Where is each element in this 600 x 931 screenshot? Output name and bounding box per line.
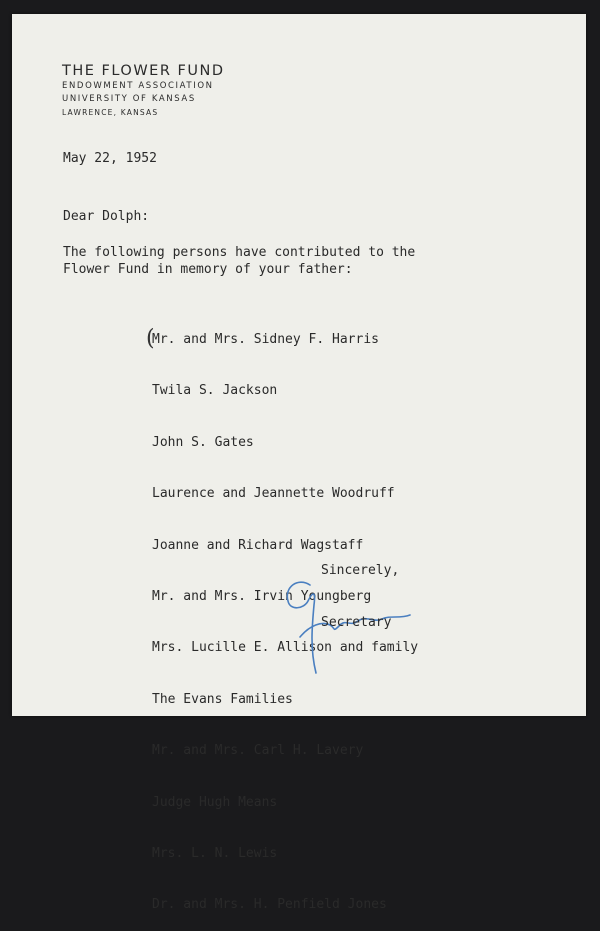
signer-title: Secretary — [321, 615, 392, 630]
letter-date: May 22, 1952 — [63, 151, 157, 166]
donor-item: Mr. and Mrs. Irvin Youngberg — [152, 588, 372, 604]
letterhead-line-2: UNIVERSITY OF KANSAS — [62, 94, 196, 104]
intro-line-2: Flower Fund in memory of your father: — [63, 262, 353, 277]
salutation: Dear Dolph: — [63, 209, 150, 224]
donor-item: Mr. and Mrs. Sidney F. Harris — [152, 332, 379, 347]
donor-item: Twila S. Jackson — [152, 383, 278, 399]
donor-item: Mrs. L. N. Lewis — [152, 845, 278, 861]
handwritten-bracket: ( — [146, 326, 155, 351]
donor-item: Mr. and Mrs. Carl H. Lavery — [152, 743, 364, 759]
donor-item: Laurence and Jeannette Woodruff — [152, 486, 395, 502]
donor-item: Joanne and Richard Wagstaff — [152, 537, 364, 553]
letterhead — [62, 62, 225, 119]
letterhead-line-3: LAWRENCE, KANSAS — [62, 108, 159, 117]
closing: Sincerely, — [321, 563, 400, 578]
donor-item: John S. Gates — [152, 434, 254, 450]
donor-item: Mrs. Lucille E. Allison and family — [152, 640, 419, 656]
letterhead-title: THE FLOWER FUND — [62, 63, 225, 79]
donor-item: The Evans Families — [152, 691, 293, 707]
intro-paragraph — [63, 244, 415, 278]
letterhead-line-1: ENDOWMENT ASSOCIATION — [62, 81, 214, 91]
intro-line-1: The following persons have contributed to the — [63, 245, 416, 260]
donor-item: Dr. and Mrs. H. Penfield Jones — [152, 897, 387, 913]
donor-item: Judge Hugh Means — [152, 794, 278, 810]
